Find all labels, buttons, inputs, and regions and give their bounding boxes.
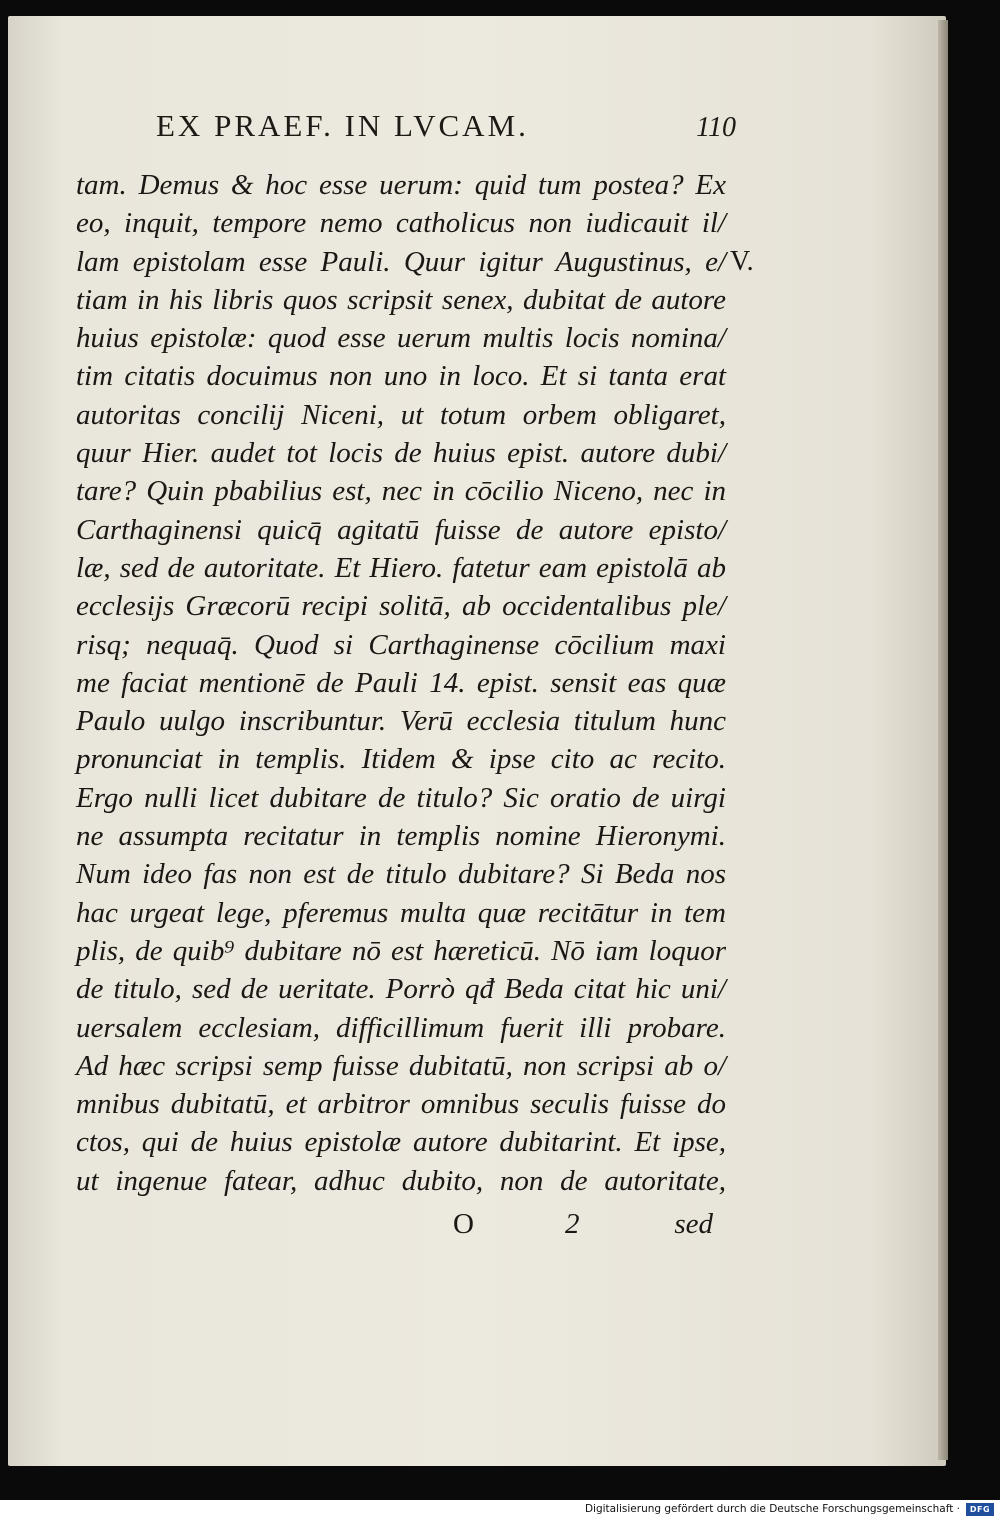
text-line: ne assumpta recitatur in templis nomine Hieronymi. xyxy=(76,820,726,853)
text-line: plis, de quib⁹ dubitare nō est hæreticū. Nō iam loquor xyxy=(76,934,726,967)
text-line: de titulo, sed de ueritate. Porrò qđ Beda citat hic uni/ xyxy=(76,973,726,1006)
dfg-logo: DFG xyxy=(966,1503,994,1516)
margin-note: V. xyxy=(730,246,754,277)
text-line: tim citatis docuimus non uno in loco. Et si tanta erat xyxy=(76,360,726,393)
page-header xyxy=(156,108,736,158)
text-line: Ad hæc scripsi semp fuisse dubitatū, non scripsi ab o/ xyxy=(76,1049,726,1082)
signature-mark: O xyxy=(453,1208,474,1240)
running-head: EX PRAEF. IN LVCAM. xyxy=(156,108,529,143)
text-line: mnibus dubitatū, et arbitror omnibus seculis fuisse do xyxy=(76,1088,726,1121)
signature-number: 2 xyxy=(565,1208,580,1240)
body-text xyxy=(76,166,726,1200)
catchline xyxy=(453,1208,713,1248)
text-line: Paulo uulgo inscribuntur. Verū ecclesia titulum hunc xyxy=(76,705,726,738)
text-line: uersalem ecclesiam, difficillimum fuerit illi probare. xyxy=(76,1011,726,1044)
catchword: sed xyxy=(674,1208,713,1240)
text-line: me faciat mentionē de Pauli 14. epist. sensit eas quæ xyxy=(76,666,726,699)
book-page xyxy=(8,16,946,1466)
text-line: huius epistolæ: quod esse uerum multis locis nomina/ xyxy=(76,322,726,355)
text-line: risq; nequaq̄. Quod si Carthaginense cōcilium maxi xyxy=(76,628,726,661)
text-line: Ergo nulli licet dubitare de titulo? Sic oratio de uirgi xyxy=(76,781,726,814)
text-line: ecclesijs Græcorū recipi solitā, ab occidentalibus ple/ xyxy=(76,590,726,623)
text-line: læ, sed de autoritate. Et Hiero. fatetur eam epistolā ab xyxy=(76,551,726,584)
text-line: pronunciat in templis. Itidem & ipse cito ac recito. xyxy=(76,743,726,776)
text-line: tiam in his libris quos scripsit senex, dubitat de autore xyxy=(76,283,726,316)
text-line: Num ideo fas non est de titulo dubitare? Si Beda nos xyxy=(76,858,726,891)
text-line: tare? Quin pbabilius est, nec in cōcilio Niceno, nec in xyxy=(76,475,726,508)
footer-bar xyxy=(0,1500,1000,1520)
text-line: ut ingenue fatear, adhuc dubito, non de autoritate, xyxy=(76,1164,726,1197)
text-line: autoritas concilij Niceni, ut totum orbem obligaret, xyxy=(76,398,726,431)
funding-credit: Digitalisierung gefördert durch die Deutsche Forschungsgemeinschaft · xyxy=(584,1503,960,1515)
text-line: eo, inquit, tempore nemo catholicus non iudicauit il/ xyxy=(76,207,726,240)
text-line: tam. Demus & hoc esse uerum: quid tum postea? Ex xyxy=(76,169,726,201)
text-line: lam epistolam esse Pauli. Quur igitur Augustinus, e/ xyxy=(76,245,726,278)
text-line: quur Hier. audet tot locis de huius epist. autore dubi/ xyxy=(76,437,726,470)
text-line: hac urgeat lege, pferemus multa quæ recitātur in tem xyxy=(76,896,726,929)
text-line: Carthaginensi quicq̄ agitatū fuisse de autore episto/ xyxy=(76,513,726,546)
page-edge xyxy=(938,20,948,1460)
text-line: ctos, qui de huius epistolæ autore dubitarint. Et ipse, xyxy=(76,1126,726,1159)
folio-number: 110 xyxy=(696,112,736,143)
